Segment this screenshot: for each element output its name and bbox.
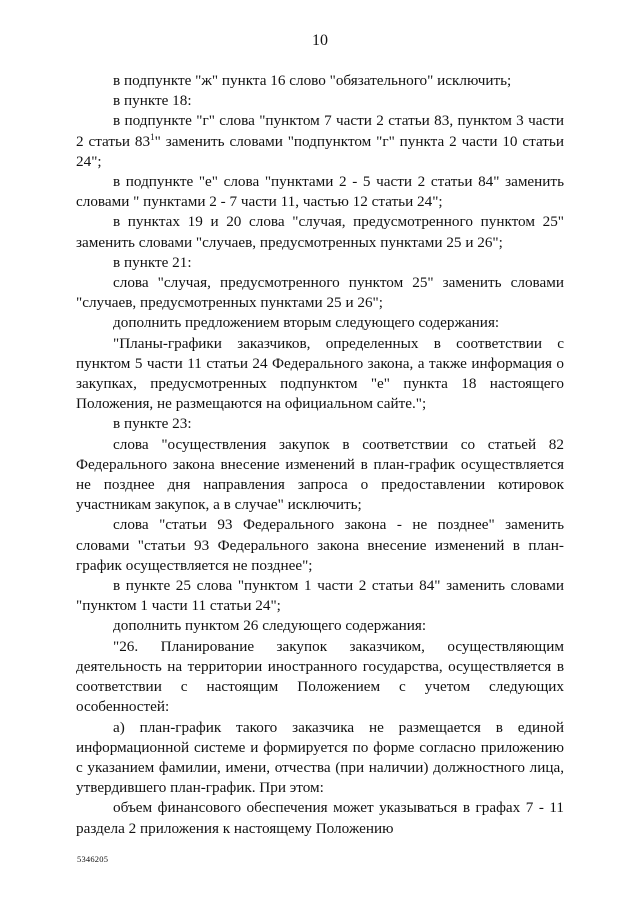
paragraph-10: в пункте 23: bbox=[113, 415, 192, 433]
paragraph-8: дополнить предложением вторым следующего содержания: bbox=[113, 314, 500, 332]
paragraph-5: в пунктах 19 и 20 слова "случая, предусмотренного пунктом 25" заменить словами "случаев, предусмотренных пунктами 25 и 26"; bbox=[76, 213, 564, 251]
document-code: 5346205 bbox=[77, 854, 109, 864]
paragraph-7: слова "случая, предусмотренного пунктом 25" заменить словами "случаев, предусмотренных пунктами 25 и 26"; bbox=[76, 274, 564, 312]
paragraph-12: слова "статьи 93 Федерального закона - не позднее" заменить словами "статьи 93 Федерального закона внесение изменений в план-график осуществляется не позднее"; bbox=[76, 516, 564, 574]
paragraph-3: в подпункте "г" слова "пунктом 7 части 2 статьи 83, пунктом 3 части 2 статьи $83^1$" заменить словами "подпунктом "г" пункта 2 части 10 статьи 24"; bbox=[76, 112, 564, 170]
paragraph-16: а) план-график такого заказчика не размещается в единой информационной системе и формируется по форме согласно приложению с указанием фамилии, имени, отчества (при наличии) должностного лица, утвердившего план-график. При этом: bbox=[76, 718, 564, 797]
paragraph-1: в подпункте "ж" пункта 16 слово "обязательного" исключить; bbox=[113, 72, 512, 89]
paragraph-6: в пункте 21: bbox=[113, 253, 192, 271]
paragraph-2: в пункте 18: bbox=[113, 92, 192, 110]
paragraph-4: в подпункте "е" слова "пунктами 2 - 5 части 2 статьи 84" заменить словами " пунктами 2 - 7 части 11, частью 12 статьи 24"; bbox=[76, 173, 564, 211]
paragraph-11: слова "осуществления закупок в соответствии со статьей 82 Федерального закона внесение изменений в план-график осуществляется не позднее дня направления запроса о предоставлении котировок участникам закупок, а в случае" исключить; bbox=[76, 435, 564, 514]
paragraph-13: в пункте 25 слова "пунктом 1 части 2 статьи 84" заменить словами "пунктом 1 части 11 статьи 24"; bbox=[76, 577, 564, 615]
paragraph-17: объем финансового обеспечения может указываться в графах 7 - 11 раздела 2 приложения к настоящему Положению bbox=[76, 799, 564, 837]
page-number: 10 bbox=[312, 32, 328, 49]
paragraph-9: "Планы-графики заказчиков, определенных в соответствии с пунктом 5 части 11 статьи 24 Федерального закона, а также информация о закупках, предусмотренных подпунктом "е" пункта 18 настоящего Положения, не размещаются на официальном сайте."; bbox=[76, 334, 564, 413]
paragraph-14: дополнить пунктом 26 следующего содержания: bbox=[113, 617, 427, 635]
paragraph-15: "26. Планирование закупок заказчиком, осуществляющим деятельность на территории иностранного государства, осуществляется в соответствии с настоящим Положением с учетом следующих особенностей: bbox=[76, 637, 564, 716]
document-body bbox=[76, 71, 564, 839]
